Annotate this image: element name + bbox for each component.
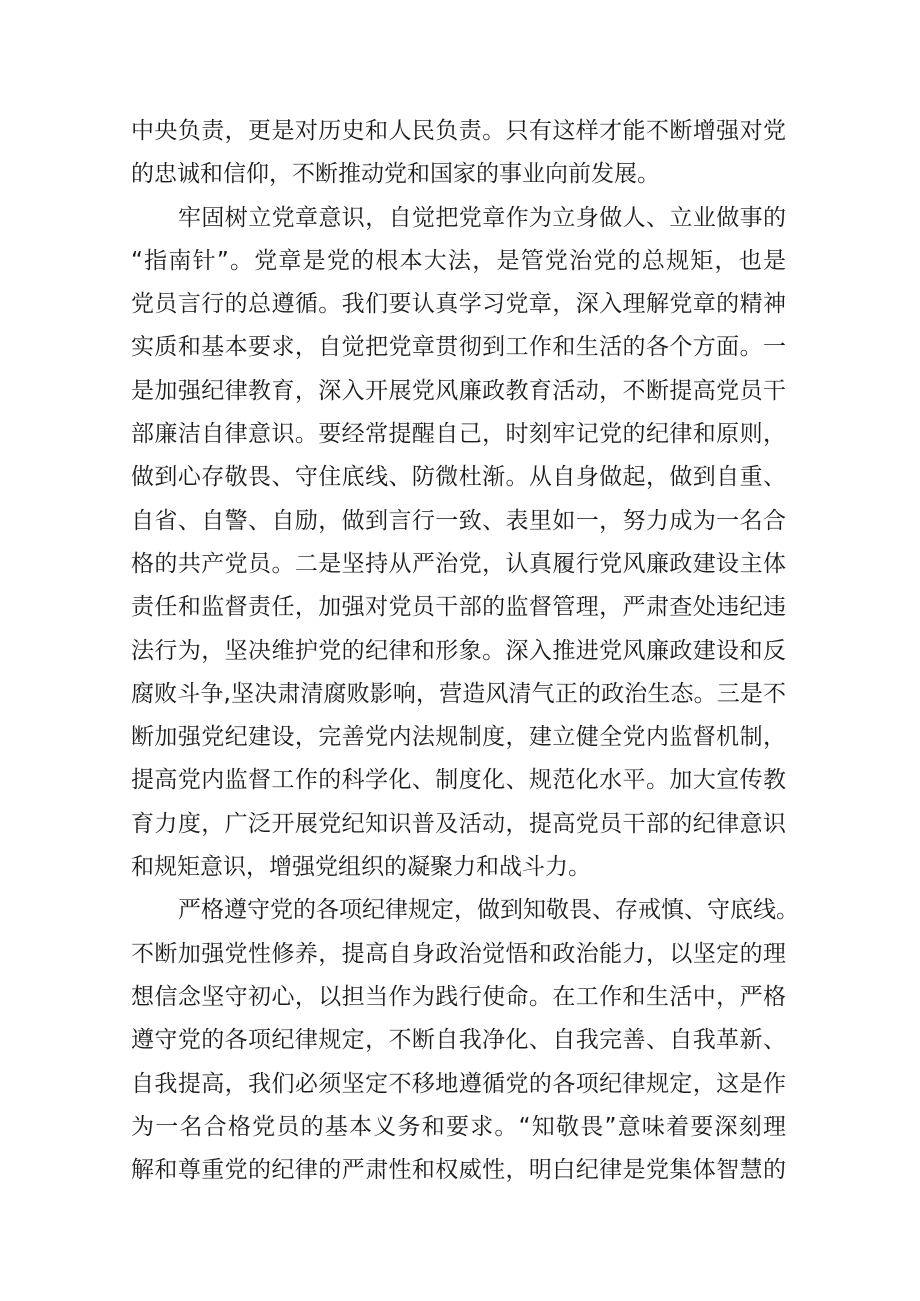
- text-line: 提高党内监督工作的科学化、制度化、规范化水平。加大宣传教: [131, 767, 786, 794]
- text-line: 自我提高，我们必须坚定不移地遵循党的各项纪律规定，这是作: [131, 1070, 786, 1097]
- document-body: [131, 110, 799, 1192]
- text-line: “指南针”。党章是党的根本大法，是管党治党的总规矩，也是: [131, 247, 786, 274]
- text-line: 是加强纪律教育，深入开展党风廉政教育活动，不断提高党员干: [131, 377, 786, 404]
- text-line: 实质和基本要求，自觉把党章贯彻到工作和生活的各个方面。一: [131, 334, 786, 361]
- text-line: 不断加强党性修养，提高自身政治觉悟和政治能力，以坚定的理: [131, 940, 786, 967]
- paragraph-start-line: 牢固树立党章意识，自觉把党章作为立身做人、立业做事的: [178, 204, 786, 231]
- text-line: 遵守党的各项纪律规定，不断自我净化、自我完善、自我革新、: [131, 1027, 786, 1054]
- text-line: 解和尊重党的纪律的严肃性和权威性，明白纪律是党集体智慧的: [131, 1157, 786, 1184]
- text-line: 做到心存敬畏、守住底线、防微杜渐。从自身做起，做到自重、: [131, 464, 786, 491]
- text-line: 格的共产党员。二是坚持从严治党，认真履行党风廉政建设主体: [131, 550, 786, 577]
- text-line: 断加强党纪建设，完善党内法规制度，建立健全党内监督机制，: [131, 724, 786, 751]
- paragraph-start-line: 严格遵守党的各项纪律规定，做到知敬畏、存戒慎、守底线。: [178, 897, 799, 924]
- text-line: 为一名合格党员的基本义务和要求。“知敬畏”意味着要深刻理: [131, 1113, 786, 1140]
- text-line: 法行为，坚决维护党的纪律和形象。深入推进党风廉政建设和反: [131, 637, 786, 664]
- text-line: 部廉洁自律意识。要经常提醒自己，时刻牢记党的纪律和原则，: [131, 421, 786, 448]
- text-line: 的忠诚和信仰，不断推动党和国家的事业向前发展。: [131, 161, 660, 188]
- text-line: 中央负责，更是对历史和人民负责。只有这样才能不断增强对党: [131, 118, 786, 144]
- text-line: 育力度，广泛开展党纪知识普及活动，提高党员干部的纪律意识: [131, 810, 786, 837]
- text-line: 自省、自警、自励，做到言行一致、表里如一，努力成为一名合: [131, 507, 786, 534]
- text-line: 和规矩意识，增强党组织的凝聚力和战斗力。: [131, 854, 591, 881]
- text-line: 腐败斗争,坚决肃清腐败影响，营造风清气正的政治生态。三是不: [131, 680, 786, 707]
- text-line: 党员言行的总遵循。我们要认真学习党章，深入理解党章的精神: [131, 291, 786, 318]
- text-line: 责任和监督责任，加强对党员干部的监督管理，严肃查处违纪违: [131, 594, 786, 621]
- text-line: 想信念坚守初心，以担当作为践行使命。在工作和生活中，严格: [131, 983, 786, 1010]
